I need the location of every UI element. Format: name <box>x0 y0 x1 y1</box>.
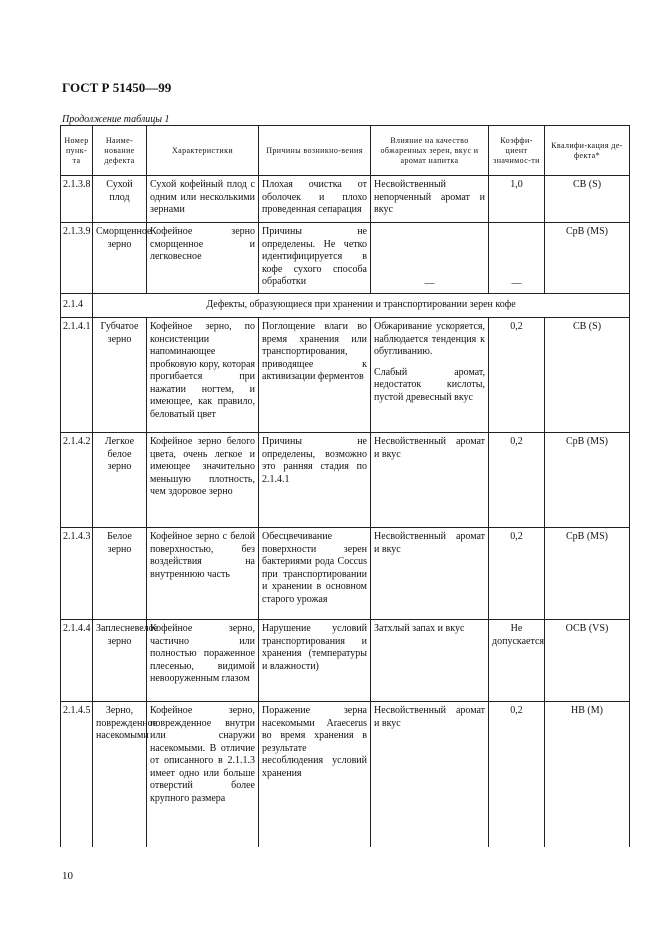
cell-qualification: СрВ (MS) <box>545 433 630 528</box>
table-header-row <box>61 126 630 176</box>
cell-qualification: СВ (S) <box>545 176 630 223</box>
col-header-characteristics: Характеристики <box>147 126 259 176</box>
col-header-qualification: Квалифи-кация де-фекта* <box>545 126 630 176</box>
cell-causes: Обесцвечивание поверхности зерен бактериями рода Coccus при транспортировании и хранении в основном старого урожая <box>259 528 371 620</box>
cell-effect: Несвойственный непорченный аромат и вкус <box>371 176 489 223</box>
table-row <box>61 702 630 847</box>
cell-coefficient: Не допускается <box>489 620 545 702</box>
section-row <box>61 294 630 318</box>
col-header-number: Номер пунк-та <box>61 126 93 176</box>
table-row <box>61 318 630 433</box>
cell-name: Заплесневелое зерно <box>93 620 147 702</box>
cell-effect: Несвойственный аромат и вкус <box>371 528 489 620</box>
cell-qualification: СрВ (MS) <box>545 528 630 620</box>
col-header-causes: Причины возникно-вения <box>259 126 371 176</box>
effect-dash: — <box>424 277 435 289</box>
cell-qualification: СВ (S) <box>545 318 630 433</box>
col-header-effect: Влияние на качество обжаренных зерен, вкус и аромат напитка <box>371 126 489 176</box>
cell-coefficient: 0,2 <box>489 702 545 847</box>
cell-causes: Поглощение влаги во время хранения или транспортирования, приводящее к активизации ферментов <box>259 318 371 433</box>
section-title: Дефекты, образующиеся при хранении и транспортировании зерен кофе <box>93 294 630 318</box>
cell-coefficient: 0,2 <box>489 528 545 620</box>
cell-number: 2.1.3.8 <box>61 176 93 223</box>
cell-causes: Поражение зерна насекомыми Araecerus во время хранения в результате несоблюдения условий хранения <box>259 702 371 847</box>
page-number: 10 <box>62 870 73 882</box>
cell-number: 2.1.4.4 <box>61 620 93 702</box>
cell-coefficient: 1,0 <box>489 176 545 223</box>
cell-number: 2.1.3.9 <box>61 223 93 294</box>
document-title: ГОСТ Р 51450—99 <box>62 80 172 95</box>
cell-characteristics: Кофейное зерно с белой поверхностью, без воздействия на внутреннюю часть <box>147 528 259 620</box>
cell-number: 2.1.4 <box>61 294 93 318</box>
table-row <box>61 528 630 620</box>
cell-coefficient: 0,2 <box>489 318 545 433</box>
cell-causes: Причины не определены, возможно это ранняя стадия по 2.1.4.1 <box>259 433 371 528</box>
cell-effect: Затхлый запах и вкус <box>371 620 489 702</box>
cell-causes: Нарушение условий транспортирования и хранения (температуры и влажности) <box>259 620 371 702</box>
cell-effect <box>371 223 489 294</box>
cell-causes: Причины не определены. Не четко идентифицируется в кофе сухого способа обработки <box>259 223 371 294</box>
table-row <box>61 223 630 294</box>
cell-causes: Плохая очистка от оболочек и плохо проведенная сепарация <box>259 176 371 223</box>
cell-characteristics: Сухой кофейный плод с одним или несколькими зернами <box>147 176 259 223</box>
defects-table <box>60 125 630 847</box>
cell-name: Губчатое зерно <box>93 318 147 433</box>
table-row <box>61 620 630 702</box>
cell-number: 2.1.4.3 <box>61 528 93 620</box>
col-header-coefficient: Коэффи-циент значимос-ти <box>489 126 545 176</box>
cell-characteristics: Кофейное зерно, по консистенции напоминающее пробковую кору, которая прогибается при нажатии ногтем, и имеющее, как правило, беловатый цвет <box>147 318 259 433</box>
cell-name: Легкое белое зерно <box>93 433 147 528</box>
table-row <box>61 433 630 528</box>
effect-paragraph: Обжаривание ускоряется, наблюдается тенденция к обугливанию. <box>374 321 485 357</box>
cell-characteristics: Кофейное зерно сморщенное и легковесное <box>147 223 259 294</box>
coef-dash: — <box>511 277 522 289</box>
cell-number: 2.1.4.1 <box>61 318 93 433</box>
cell-characteristics: Кофейное зерно, частично или полностью пораженное плесенью, видимой невооруженным глазом <box>147 620 259 702</box>
cell-effect: Несвойственный аромат и вкус <box>371 702 489 847</box>
cell-characteristics: Кофейное зерно белого цвета, очень легкое и имеющее значительно меньшую плотность, чем здоровое зерно <box>147 433 259 528</box>
cell-coefficient: 0,2 <box>489 433 545 528</box>
cell-qualification: СрВ (MS) <box>545 223 630 294</box>
cell-effect <box>371 318 489 433</box>
cell-qualification: ОСВ (VS) <box>545 620 630 702</box>
cell-name: Белое зерно <box>93 528 147 620</box>
cell-characteristics: Кофейное зерно, поврежденное внутри или снаружи насекомыми. В отличие от описанного в 2.1.1.3 имеет одно или больше отверстий более крупного размера <box>147 702 259 847</box>
cell-qualification: НВ (М) <box>545 702 630 847</box>
cell-number: 2.1.4.2 <box>61 433 93 528</box>
table-row <box>61 176 630 223</box>
cell-name: Сухой плод <box>93 176 147 223</box>
cell-effect: Несвойственный аромат и вкус <box>371 433 489 528</box>
cell-coefficient <box>489 223 545 294</box>
cell-name: Сморщенное зерно <box>93 223 147 294</box>
cell-number: 2.1.4.5 <box>61 702 93 847</box>
table-caption: Продолжение таблицы 1 <box>62 114 170 125</box>
cell-name: Зерно, поврежденное насекомыми <box>93 702 147 847</box>
col-header-name: Наиме-нование дефекта <box>93 126 147 176</box>
effect-paragraph: Слабый аромат, недостаток кислоты, пустой древесный вкус <box>374 366 485 403</box>
